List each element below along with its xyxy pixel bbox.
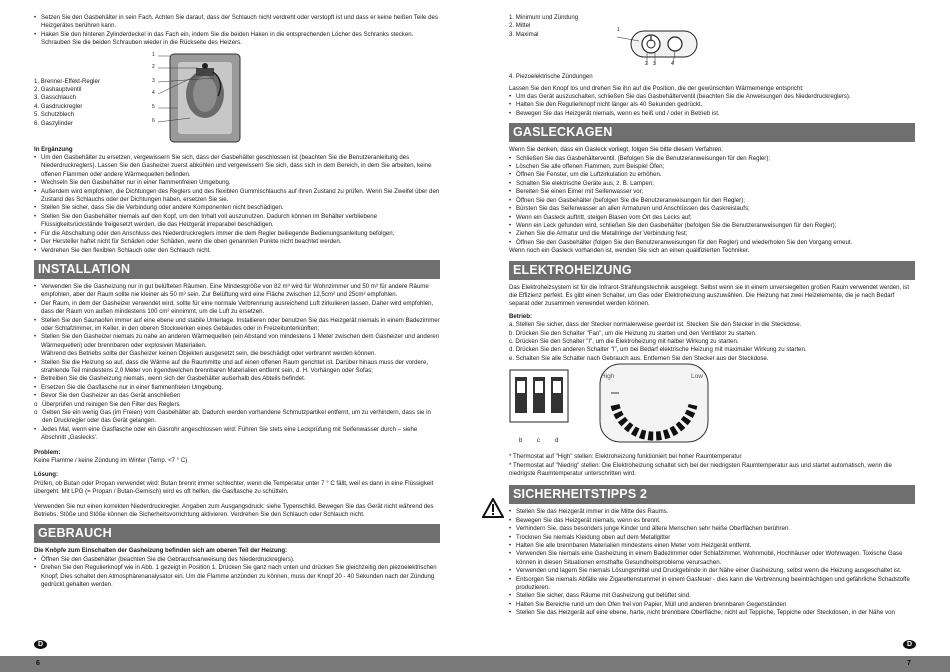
erganzung-bullet: • Stellen Sie sicher, dass Sie die Verbindung oder andere Komponenten nicht beschädigen.: [34, 204, 440, 212]
gasleck-intro: Wenn Sie denken, dass ein Gasleck vorliegt, folgen Sie bitte diesem Verfahren:: [509, 146, 723, 154]
betrieb-step: a. Stellen Sie sicher, dass der Stecker normalerweise geerdet ist. Stecken Sie den Stecker in die Steckdose.: [509, 321, 802, 329]
knob-position-item: 3. Maximal: [509, 30, 539, 38]
waerme-bullet: • Bewegen Sie das Heizgerät niemals, wenn es heiß und / oder in Betrieb ist.: [509, 110, 915, 118]
right-page-column: [509, 14, 915, 618]
sicherheit-bullet: • Halten Sie Bereiche rund um den Ofen frei von Papier, Müll und anderen brennbaren Gegenständen: [509, 601, 915, 609]
sicherheit-bullet: • Verhindern Sie, dass besonders junge Kinder und ältere Menschen sehr heiße Oberflächen berühren.: [509, 525, 915, 533]
losung-title: Lösung:: [34, 471, 59, 479]
elektro-text: Das Elektroheizsystem ist für die Infrarot-Strahlungstechnik ausgelegt. Selbst wenn sie in einem unversiegelten großen Raum verwendet werden, ist die Effizienz perfekt. Es gibt einen Schalter, um Gas oder Elektroheizung auszuwählen. Die Heizung hat zwei Heizelemente, die je nach Bedarf separat oder zusammen verwendet werden können.: [509, 283, 910, 308]
figure-callout-number: 4: [152, 89, 155, 96]
gas-heater-illustration: [158, 48, 252, 144]
elektroheizung-heading: ELEKTROHEIZUNG: [509, 261, 915, 280]
installation-item: • Stellen Sie den Gasheizer niemals zu nahe an anderen Wärmequellen (ein Abstand von mindestens 1 Meter zwischen dem Gasheizer und anderen Wärmequellen) oder brennbaren oder explosiven Materialien.: [34, 333, 440, 350]
gasleck-bullet: • Wenn ein Leck gefunden wird, schließen Sie den Gasbehälter (befolgen Sie die Benutzeranweisungen für den Regler);: [509, 222, 915, 230]
switch-figure: [509, 363, 915, 453]
gasleck-bullet: • Wenn ein Gasleck auftritt, steigen Blasen vom Ort des Lecks auf;: [509, 214, 915, 222]
installation-item: o Geben Sie ein wenig Gas (im Freien) vom Gasbehälter ab. Dadurch werden vorhandene Schmutzpartikel entfernt, um zu verhindern, dass sie in den Druckregler oder das Gerät gelangen.: [34, 409, 440, 426]
figure-callout-number: 2: [152, 63, 155, 70]
erganzung-bullet: • Stellen Sie den Gasbehälter niemals auf den Kopf, um den Inhalt voll auszunutzen. Dadurch können im Behälter verbliebene Flüssigkeitsrückstände freigesetzt werden, die das Heizgerät irreparabel beschädigen.: [34, 213, 440, 230]
sicherheit-bullet: • Verwenden Sie niemals eine Gasheizung in einem Badezimmer oder Schlafzimmer. Wohnmobil, Hochhäuser oder Wohnwagen. Toxische Gase können in diesen Situationen ernsthafte Gesundheitsprobleme verursachen.: [509, 550, 915, 567]
switch-panel-illustration: [509, 369, 569, 435]
gasleckagen-heading: GASLECKAGEN: [509, 123, 915, 142]
dial-high-label: High: [601, 373, 615, 381]
erganzung-bullet: • Verdrehen Sie den flexiblen Schlauch oder den Schlauch nicht.: [34, 247, 440, 255]
figure-legend-item: 1. Brenner-Effekt-Regler: [34, 77, 100, 85]
gasleck-bullet: • Schalten Sie elektrische Geräte aus, z. B. Lampen;: [509, 180, 915, 188]
left-language-mark: D: [34, 640, 47, 649]
erganzung-title: In Ergänzung: [34, 145, 73, 153]
figure-callout-number: 6: [152, 117, 155, 124]
gasleck-bullet: • Öffnen Sie den Gasbehälter (folgen Sie den Benutzeranweisungen für den Regler) und wiederholen Sie den Vorgang erneut.: [509, 239, 915, 247]
right-language-mark: D: [903, 640, 916, 649]
figure-callout-number: 3: [152, 77, 155, 84]
waerme-text: Lassen Sie den Knopf los und drehen Sie ihn auf die Position, die der gewünschten Wärmemenge entspricht:: [509, 84, 804, 92]
figure-legend-item: 3. Gasschlauch: [34, 94, 77, 102]
gasleck-bullet: • Löschen Sie alle offenen Flammen, zum Beispiel Öfen;: [509, 163, 915, 171]
betrieb-step: b. Drücken Sie den Schalter "Fan", um die Heizung zu starten und den Ventilator zu starten.: [509, 329, 757, 337]
sicherheit-bullet: • Stellen Sie sicher, dass Räume mit Gasheizung gut belüftet sind.: [509, 592, 915, 600]
problem-text: Keine Flamme / keine Zündung im Winter (Temp. <7 ° C): [34, 457, 188, 465]
installation-item: • Verwenden Sie die Gasheizung nur in gut belüfteten Räumen. Eine Mindestgröße von 82 m³ wird für Wohnzimmer und 50 m³ für andere Räume empfohlen, aber der Raum sollte nie kleiner als 50 m³ sein. Zur Belüftung wird eine Fläche zwischen 12,5cm² und 25cm² empfohlen.: [34, 283, 440, 300]
knob-position-item: 1. Minimum und Zündung: [509, 14, 579, 21]
figure-callout-number: 1: [152, 51, 155, 58]
installation-item: • Betreiben Sie die Gasheizung niemals, wenn sich der Gasbehälter außerhalb des Abteils befindet.: [34, 375, 440, 383]
switch-label: c: [537, 438, 540, 445]
figure-callout-number: 5: [152, 103, 155, 110]
gasleck-bullet: • Öffnen Sie Fenster, um die Luftzirkulation zu erhöhen.: [509, 171, 915, 179]
switch-label: b: [519, 438, 523, 445]
knob-callout-number: 2: [645, 61, 648, 68]
problem-title: Problem:: [34, 448, 61, 456]
thermostat-note: * Thermostat auf "Niedrig" stellen: Die Elektroheizung schaltet sich bei der niedrigsten Raumtemperatur aus und startet automatisch, wenn die niedrigste Raumtemperatur unterschritten wird.: [509, 461, 892, 477]
left-page-column: [34, 14, 440, 590]
installation-item: • Stellen Sie die Heizung so auf, dass die Wärme auf die Raummitte und auf einen offenen Raum gerichtet ist. Darüber hinaus muss der vordere, strahlende Teil mindestens 2,0 Meter von irgendwelchen brennbaren Materialien entfernt sein, d. H. Vorhängen oder Sofas;: [34, 359, 440, 376]
betrieb-step: e. Schalten Sie alle Schalter nach Gebrauch aus. Entfernen Sie den Stecker aus der Steckdose.: [509, 354, 769, 362]
regler-text: Verwenden Sie nur einen korrekten Niederdruckregler. Angaben zum Ausgangsdruck: siehe Typenschild. Bewegen Sie das Gerät nicht während des Betriebs. Stöße und Stöße können die Sicherheitsvorrichtung aktivieren. Verdrehen Sie den Schlauch oder Schlauch nicht.: [34, 502, 434, 519]
erganzung-bullet: • Für die Abschaltung oder den Anschluss des Niederdruckreglers immer die dem Regler beiliegende Bedienungsanleitung befolgen;: [34, 230, 440, 238]
dial-low-label: Low: [691, 373, 703, 381]
gebrauch-heading: GEBRAUCH: [34, 524, 440, 543]
switch-label: d: [555, 438, 559, 445]
installation-item: • Der Raum, in dem der Gasheizer verwendet wird, sollte für eine normale Verbrennung ausreichend Luft zirkulieren lassen. Daher wird empfohlen, dass der Raum von außen mindestens 100 cm² einnimmt, um die Luft zu ersetzen.: [34, 300, 440, 317]
sicherheit-bullet: • Bewegen Sie das Heizgerät niemals, wenn es brennt.: [509, 517, 915, 525]
gasleck-bullet: • Öffnen Sie den Gasbehälter (befolgen Sie die Benutzeranweisungen für den Regler);: [509, 197, 915, 205]
gebrauch-bullet: • Drehen Sie den Regulierknopf wie in Abb. 1 gezeigt in Position 1. Drücken Sie ganz nach unten und drücken Sie gleichzeitig den piezoelektrischen Knopf; Dies schaltet den Atmosphärenanalysator ein. Um die Flamme anzünden zu können, muss der Knopf 20 - 40 Sekunden nach der Zündung gedrückt gehalten werden.: [34, 564, 440, 589]
gasleck-bullet: • Bürsten Sie das Seifenwasser an allen Armaturen und Anschlüssen des Gaskreislaufs;: [509, 205, 915, 213]
sicherheit-bullet: • Verwenden und lagern Sie niemals Lösungsmittel und Druckgebinde in der Nähe einer Gasheizung, selbst wenn die Heizung ausgeschaltet ist.: [509, 567, 915, 575]
gebrauch-subtitle: Die Knöpfe zum Einschalten der Gasheizung befinden sich am oberen Teil der Heizung:: [34, 547, 288, 555]
installation-item: o Überprüfen und reinigen Sie den Filter des Reglers: [34, 401, 440, 409]
right-page-number: 7: [907, 660, 911, 667]
erganzung-bullet: • Der Hersteller haftet nicht für Schäden oder Schäden, wenn die oben genannten Punkte nicht beachtet werden.: [34, 238, 440, 246]
waerme-bullet: • Um das Gerät auszuschalten, schließen Sie das Gasbehälterventil (beachten Sie die Anweisungen des Niederdruckreglers).: [509, 93, 915, 101]
footer-bar: [0, 656, 950, 672]
waerme-bullet: • Halten Sie den Regulierknopf nicht länger als 40 Sekunden gedrückt.: [509, 101, 915, 109]
installation-item: • Bevor Sie den Gasheizer an das Gerät anschließen: [34, 392, 440, 400]
gasleck-bullet: • Ziehen Sie die Armatur und die Metallringe der Verbindung fest;: [509, 230, 915, 238]
gebrauch-bullet: • Öffnen Sie den Gasbehälter (beachten Sie die Gebrauchsanweisung des Niederdruckreglers).: [34, 556, 440, 564]
installation-heading: INSTALLATION: [34, 260, 440, 279]
figure-legend-item: 4. Gasdruckregler: [34, 102, 83, 110]
figure-legend-item: 6. Gaszylinder: [34, 119, 73, 127]
gasleck-outro: Wenn noch ein Gasleck vorhanden ist, wenden Sie sich an einen qualifizierten Techniker.: [509, 247, 750, 255]
installation-item: • Stellen Sie den Saunaofen immer auf eine ebene und stabile Unterlage. Installieren oder benutzen Sie das Heizgerät niemals in einem Badezimmer oder Schlafzimmer, im Keller, in den oberen Stockwerken eines Gebäudes oder in Freizeitunterkünften;: [34, 317, 440, 334]
figure-legend-item: 2. Gashauptventil: [34, 86, 82, 94]
installation-item: • Jedes Mal, wenn eine Gasflasche oder ein Gasrohr angeschlossen wird: Führen Sie stets eine Leckprüfung mit Seifenwasser durch – siehe Abschnitt „Gaslecks'.: [34, 426, 440, 443]
sicherheitstipps-heading: SICHERHEITSTIPPS 2: [509, 485, 915, 504]
figure-legend-item: 5. Schutzblech: [34, 111, 74, 119]
intro-bullet: • Setzen Sie den Gasbehälter in sein Fach. Achten Sie darauf, dass der Schlauch nicht verdreht oder verstopft ist und dass er keine heißen Teile des Heizgerätes berühren kann.: [34, 14, 440, 31]
thermostat-note: * Thermostat auf "High" stellen: Elektroheizung funktioniert bei hoher Raumtemperatur: [509, 453, 742, 461]
erganzung-bullet: • Außerdem wird empfohlen, die Dichtungen des Reglers und des flexiblen Gummischlauchs auf ihren Zustand zu prüfen. Wenn Sie Zweifel über den Zustand des Schlauchs oder der Dichtungen haben, ersetzen Sie sie.: [34, 188, 440, 205]
gasleck-bullet: • Bereiten Sie einen Eimer mit Seifenwasser vor;: [509, 188, 915, 196]
knob-position-item: 2. Mittel: [509, 22, 531, 30]
knob-callout-number: 3: [653, 61, 656, 68]
sicherheit-bullet: • Halten Sie alle brennbaren Materialien mindestens einen Meter vom Heizgerät entfernt.: [509, 542, 915, 550]
installation-item: Während des Betriebs sollte der Gasheizer keinen Objekten ausgesetzt sein, die beschädigt oder verbrannt werden können.: [41, 350, 377, 358]
piezo-label: 4. Piezoelektrische Zündungen: [509, 73, 593, 81]
installation-item: • Ersetzen Sie die Gasflasche nur in einer flammenfreien Umgebung.: [34, 384, 440, 392]
knob-callout-number: 4: [671, 61, 674, 68]
sicherheit-bullet: • Entsorgen Sie niemals Abfälle wie Zigarettenstummel in einem Gasfeuer - dies kann die Verbrennung beeinträchtigen und gefährliche Schadstoffe produzieren.: [509, 576, 915, 593]
gasleck-bullet: • Schließen Sie das Gasbehälterventil. (Befolgen Sie die Benutzeranweisungen für den Regler);: [509, 155, 915, 163]
heater-figure: [34, 48, 440, 146]
sicherheit-bullet: • Stellen Sie das Heizgerät immer in die Mitte des Raums.: [509, 508, 915, 516]
erganzung-bullet: • Um den Gasbehälter zu ersetzen, vergewissern Sie sich, dass der Gasbehälter geschlossen ist (beachten Sie die Benutzeranleitung des Niederdruckreglers). Lassen Sie den Gasheizer zuerst abkühlen und vergewissern Sie sich, dass sich in dem Bereich, in dem Sie arbeiten, keine offenen Flammen oder andere Wärmequellen befinden.: [34, 154, 440, 179]
warning-triangle-icon: [482, 498, 504, 518]
sicherheit-bullet: • Stellen Sie das Heizgerät auf eine ebene, harte, nicht brennbare Oberfläche; nicht auf Teppiche, Teppiche oder Steckdosen, in der Nähe von: [509, 609, 915, 617]
knob-callout-number: 1: [617, 27, 620, 34]
betrieb-step: c. Drücken Sie den Schalter "I", um die Elektroheizung mit halber Wirkung zu starten.: [509, 337, 739, 345]
erganzung-bullet: • Wechseln Sie den Gasbehälter nur in einer flammenfreien Umgebung.: [34, 179, 440, 187]
losung-text: Prüfen, ob Butan oder Propan verwendet wird: Butan brennt immer schlechter, wenn die Temperatur unter 7 ° C fällt, weil es dann in eine Flüssigkeit übergeht. Mit LPG (= Propan / Butan-Gemisch) wird es oft helfen, die Gasflasche zu schütteln.: [34, 479, 434, 496]
betrieb-title: Betrieb:: [509, 312, 533, 320]
betrieb-step: d. Drücken Sie den anderen Schalter "I", um bei Bedarf elektrische Heizung mit maximaler Wirkung zu starten.: [509, 346, 807, 354]
left-page-number: 6: [36, 660, 40, 667]
sicherheit-bullet: • Trocknen Sie niemals Kleidung oben auf dem Metallgitter: [509, 534, 915, 542]
intro-bullet: • Haken Sie den hinteren Zylinderdeckel in das Fach ein, indem Sie die beiden Haken in die entsprechenden Löcher des Schranks stecken. Schrauben Sie die beiden Schrauben wieder in die Rückseite des Heizers.: [34, 31, 440, 48]
